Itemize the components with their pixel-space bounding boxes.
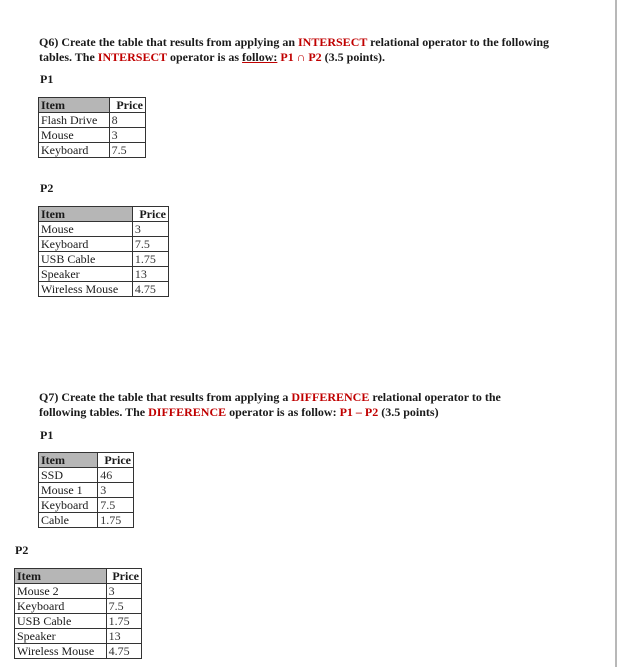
price-cell: 13	[132, 267, 168, 282]
table-header-row	[39, 98, 146, 113]
table-row	[39, 513, 134, 528]
q7-operator-name: DIFFERENCE	[291, 390, 370, 404]
table-row	[15, 599, 142, 614]
price-column-header: Price	[132, 207, 168, 222]
price-cell: 7.5	[109, 143, 145, 158]
table-row	[39, 143, 146, 158]
table-row	[39, 267, 169, 282]
table-row	[39, 237, 169, 252]
price-cell: 8	[109, 113, 145, 128]
price-cell: 7.5	[98, 498, 134, 513]
q6-p2-table	[38, 206, 169, 297]
q7-p2-label: P2	[15, 543, 29, 557]
q7-line-1: Q7) Create the table that results from applying a DIFFERENCE relational operator to the	[39, 390, 501, 404]
q7-question	[39, 390, 501, 420]
price-cell: 3	[106, 584, 141, 599]
price-cell: 3	[132, 222, 168, 237]
price-column-header: Price	[98, 453, 134, 468]
item-cell: Wireless Mouse	[15, 644, 107, 659]
table-row	[39, 483, 134, 498]
item-cell: Mouse 2	[15, 584, 107, 599]
price-cell: 1.75	[98, 513, 134, 528]
item-column-header: Item	[39, 98, 110, 113]
item-cell: USB Cable	[39, 252, 133, 267]
item-cell: Wireless Mouse	[39, 282, 133, 297]
price-cell: 13	[106, 629, 141, 644]
table-row	[15, 629, 142, 644]
q6-p1-table	[38, 97, 146, 158]
table-row	[15, 614, 142, 629]
price-cell: 3	[109, 128, 145, 143]
item-cell: Mouse	[39, 128, 110, 143]
q6-operator-name: INTERSECT	[298, 35, 368, 49]
price-cell: 4.75	[132, 282, 168, 297]
item-cell: USB Cable	[15, 614, 107, 629]
item-column-header: Item	[39, 453, 98, 468]
q7-p2-table	[14, 568, 142, 659]
table-row	[39, 498, 134, 513]
price-column-header: Price	[109, 98, 145, 113]
q6-p2-label: P2	[40, 181, 54, 195]
item-column-header: Item	[39, 207, 133, 222]
price-cell: 4.75	[106, 644, 141, 659]
price-cell: 3	[98, 483, 134, 498]
q7-p1-label: P1	[40, 428, 54, 442]
price-cell: 1.75	[132, 252, 168, 267]
table-row	[15, 644, 142, 659]
item-cell: Speaker	[39, 267, 133, 282]
item-cell: Mouse 1	[39, 483, 98, 498]
item-cell: Mouse	[39, 222, 133, 237]
item-cell: Keyboard	[39, 237, 133, 252]
item-cell: Keyboard	[39, 143, 110, 158]
item-cell: Cable	[39, 513, 98, 528]
q6-p1-label: P1	[40, 72, 54, 86]
price-cell: 7.5	[132, 237, 168, 252]
item-cell: Keyboard	[39, 498, 98, 513]
price-cell: 46	[98, 468, 134, 483]
q6-line-2: tables. The INTERSECT operator is as follow: P1 ∩ P2 (3.5 points).	[39, 50, 386, 64]
table-row	[39, 282, 169, 297]
table-row	[15, 584, 142, 599]
item-cell: Speaker	[15, 629, 107, 644]
item-cell: Keyboard	[15, 599, 107, 614]
table-row	[39, 113, 146, 128]
q6-line-1: Q6) Create the table that results from applying an INTERSECT relational operator to the following	[39, 35, 550, 49]
price-cell: 7.5	[106, 599, 141, 614]
table-row	[39, 128, 146, 143]
table-row	[39, 222, 169, 237]
item-column-header: Item	[15, 569, 107, 584]
item-cell: SSD	[39, 468, 98, 483]
item-cell: Flash Drive	[39, 113, 110, 128]
q6-expression: P1 ∩ P2	[277, 50, 322, 64]
price-column-header: Price	[106, 569, 141, 584]
table-row	[39, 252, 169, 267]
q6-question	[39, 35, 549, 65]
table-header-row	[15, 569, 142, 584]
price-cell: 1.75	[106, 614, 141, 629]
table-row	[39, 468, 134, 483]
table-header-row	[39, 207, 169, 222]
table-header-row	[39, 453, 134, 468]
q7-line-2: following tables. The DIFFERENCE operator is as follow: P1 – P2 (3.5 points)	[39, 405, 439, 419]
q7-expression: P1 – P2	[339, 405, 379, 419]
q7-p1-table	[38, 452, 134, 528]
